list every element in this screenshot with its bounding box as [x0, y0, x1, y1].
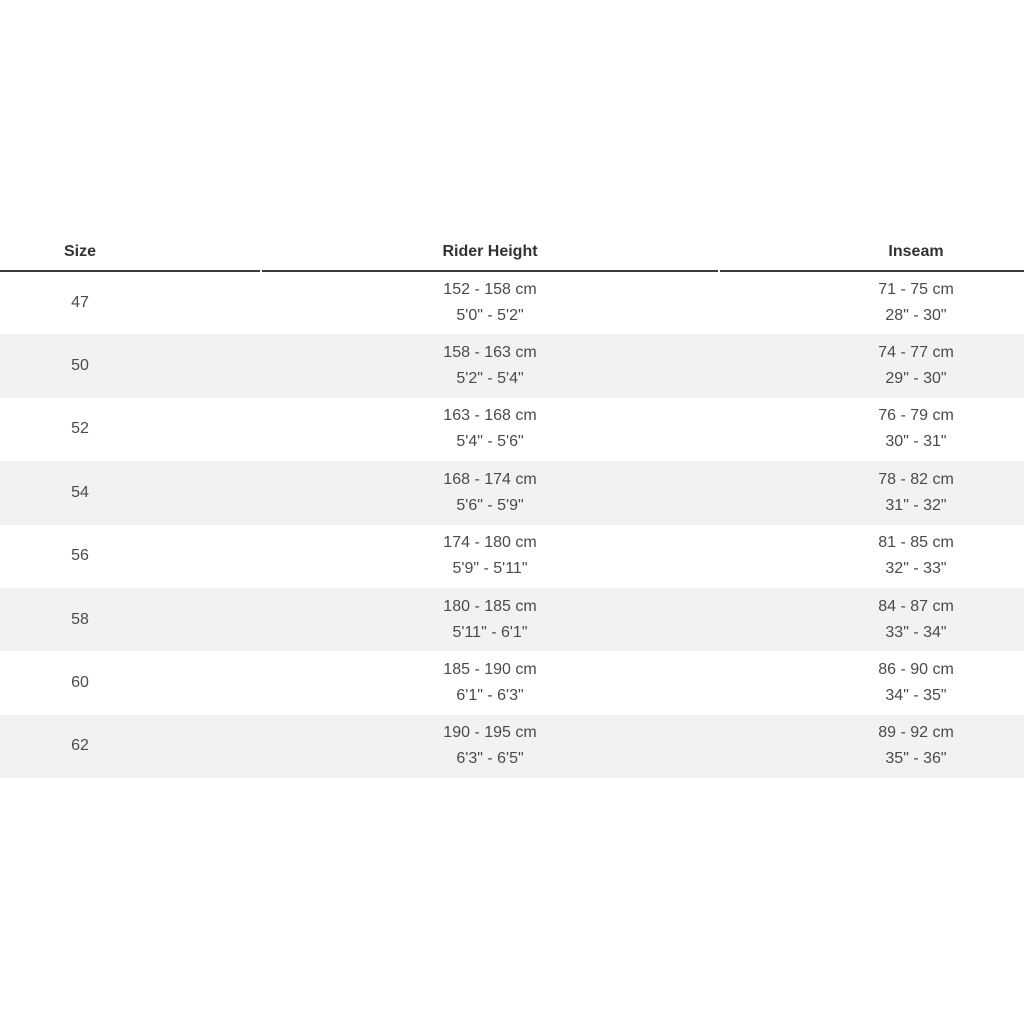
- size-cell: 52: [71, 420, 89, 438]
- table-header: [0, 233, 1024, 271]
- height-ft: 5'4" - 5'6": [456, 433, 524, 451]
- height-ft: 5'0" - 5'2": [456, 306, 524, 324]
- inseam-cm: 74 - 77 cm: [878, 344, 954, 362]
- rider-height-cell: [260, 588, 720, 651]
- inseam-cm: 89 - 92 cm: [878, 724, 954, 742]
- size-cell: 50: [71, 357, 89, 375]
- inseam-cm: 86 - 90 cm: [878, 661, 954, 679]
- rider-height-cell: [260, 398, 720, 461]
- inseam-in: 30" - 31": [885, 433, 947, 451]
- inseam-cell: [720, 651, 1024, 714]
- height-ft: 6'1" - 6'3": [456, 687, 524, 705]
- table-row: [0, 398, 1024, 461]
- height-ft: 5'6" - 5'9": [456, 496, 524, 514]
- header-rider-height: Rider Height: [442, 243, 538, 260]
- inseam-cm: 71 - 75 cm: [878, 280, 954, 298]
- inseam-cm: 78 - 82 cm: [878, 470, 954, 488]
- inseam-cell: [720, 461, 1024, 524]
- table-row: [0, 588, 1024, 651]
- size-cell: 56: [71, 547, 89, 565]
- inseam-in: 33" - 34": [885, 623, 947, 641]
- inseam-in: 29" - 30": [885, 370, 947, 388]
- height-ft: 5'2" - 5'4": [456, 370, 524, 388]
- height-ft: 5'11" - 6'1": [452, 623, 528, 641]
- table-row: [0, 271, 1024, 334]
- rider-height-cell: [260, 271, 720, 334]
- height-cm: 152 - 158 cm: [443, 280, 537, 298]
- header-size: Size: [63, 243, 96, 260]
- height-ft: 6'3" - 6'5": [456, 750, 524, 768]
- height-cm: 185 - 190 cm: [443, 661, 537, 679]
- size-chart-table: [0, 233, 1024, 778]
- rider-height-cell: [260, 651, 720, 714]
- inseam-cell: [720, 271, 1024, 334]
- inseam-cell: [720, 334, 1024, 397]
- rider-height-cell: [260, 334, 720, 397]
- table-row: [0, 715, 1024, 778]
- table-row: [0, 461, 1024, 524]
- inseam-in: 31" - 32": [885, 496, 947, 514]
- height-ft: 5'9" - 5'11": [452, 560, 528, 578]
- height-cm: 180 - 185 cm: [443, 597, 537, 615]
- table-row: [0, 334, 1024, 397]
- inseam-in: 28" - 30": [885, 306, 947, 324]
- inseam-cm: 81 - 85 cm: [878, 534, 954, 552]
- height-cm: 168 - 174 cm: [443, 470, 537, 488]
- inseam-cell: [720, 398, 1024, 461]
- size-cell: 54: [71, 483, 89, 501]
- table-row: [0, 525, 1024, 588]
- size-cell: 47: [71, 293, 89, 311]
- rider-height-cell: [260, 461, 720, 524]
- inseam-in: 32" - 33": [885, 560, 947, 578]
- inseam-in: 35" - 36": [885, 750, 947, 768]
- inseam-cell: [720, 588, 1024, 651]
- height-cm: 174 - 180 cm: [443, 534, 537, 552]
- header-inseam: Inseam: [888, 243, 944, 260]
- size-cell: 58: [71, 610, 89, 628]
- rider-height-cell: [260, 715, 720, 778]
- inseam-cell: [720, 715, 1024, 778]
- table-row: [0, 651, 1024, 714]
- inseam-cell: [720, 525, 1024, 588]
- height-cm: 163 - 168 cm: [443, 407, 537, 425]
- size-cell: 60: [71, 674, 89, 692]
- inseam-cm: 76 - 79 cm: [878, 407, 954, 425]
- height-cm: 158 - 163 cm: [443, 344, 537, 362]
- size-cell: 62: [71, 737, 89, 755]
- height-cm: 190 - 195 cm: [443, 724, 537, 742]
- inseam-in: 34" - 35": [885, 687, 947, 705]
- rider-height-cell: [260, 525, 720, 588]
- inseam-cm: 84 - 87 cm: [878, 597, 954, 615]
